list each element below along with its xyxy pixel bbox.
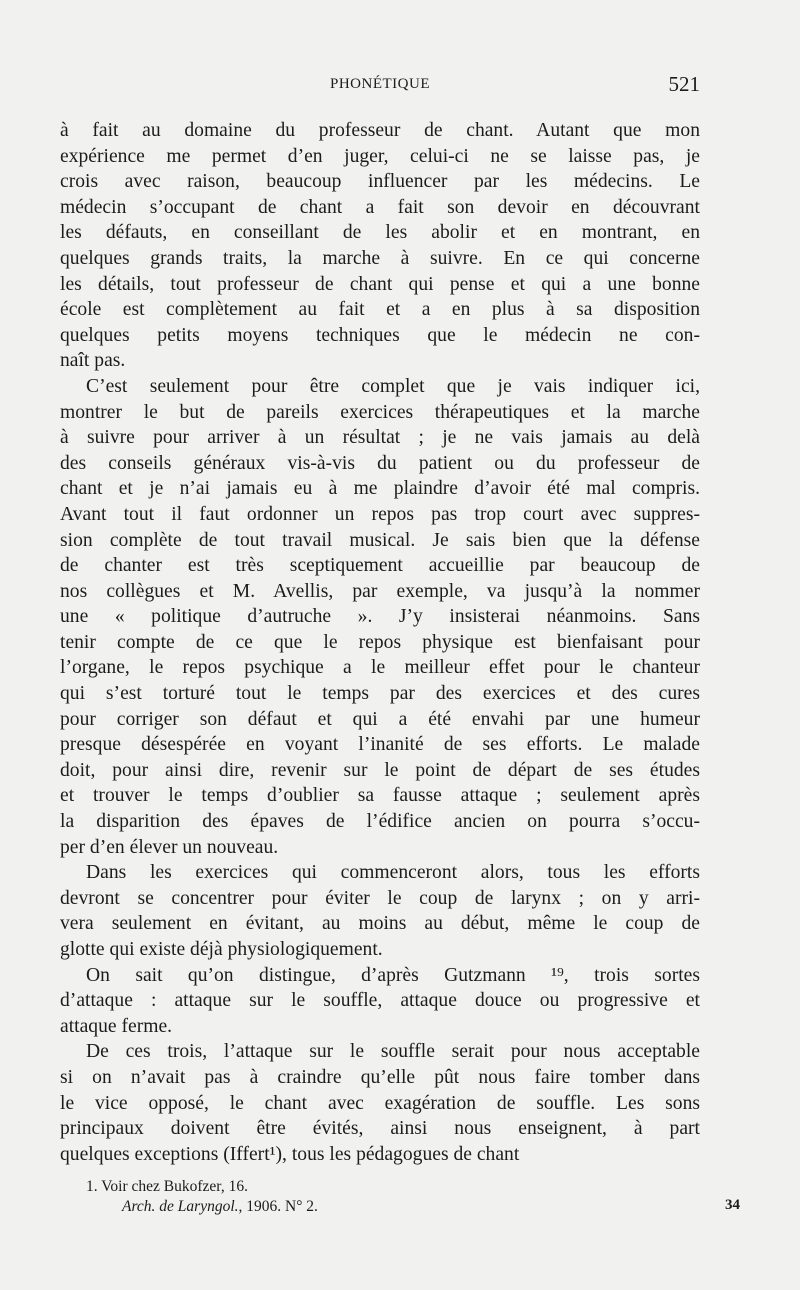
paragraph [60,860,700,962]
text-line: glotte qui existe déjà physiologiquement. [60,939,383,960]
text-line: Avant tout il faut ordonner un repos pas trop court avec suppres- [60,503,700,525]
text-line: C’est seulement pour être complet que je vais indiquer ici, [86,375,700,397]
text-line: à fait au domaine du professeur de chant. Autant que mon [60,120,700,141]
text-line: On sait qu’on distingue, d’après Gutzmann ¹⁹, trois sortes [86,964,700,986]
text-line: naît pas. [60,350,126,372]
text-line: et trouver le temps d’oublier sa fausse attaque ; seulement après [60,785,700,807]
footnotes [60,1177,700,1217]
paragraph [60,1039,700,1167]
page-header [60,72,700,100]
text-line: l’organe, le repos psychique a le meilleur effet pour le chanteur [60,657,700,679]
text-line: les détails, tout professeur de chant qui pense et qui a une bonne [60,273,700,295]
paragraph [60,374,700,860]
body-text [60,118,700,1167]
running-head: PHONÉTIQUE [330,76,430,92]
text-line: attaque ferme. [60,1015,173,1037]
text-line: quelques petits moyens techniques que le médecin ne con- [60,324,700,346]
text-line: pour corriger son défaut et qui a été envahi par une humeur [60,708,700,730]
text-line: principaux doivent être évités, ainsi nous enseignent, à part [60,1118,700,1140]
text-line: vera seulement en évitant, au moins au début, même le coup de [60,913,700,935]
paragraph [60,118,700,374]
text-line: devront se concentrer pour éviter le coup de larynx ; on y arri- [60,887,700,909]
page-number: 521 [668,72,700,96]
text-line: de chanter est très sceptiquement accueillie par beaucoup de [60,555,700,577]
text-line: chant et je n’ai jamais eu à me plaindre d’avoir été mal compris. [60,478,700,500]
footnote-2 [60,1197,700,1217]
text-line: quelques exceptions (Iffert¹), tous les pédagogues de chant [60,1143,520,1165]
text-line: expérience me permet d’en juger, celui-ci ne se laisse pas, je [60,145,700,167]
text-line: nos collègues et M. Avellis, par exemple, va jusqu’à la nommer [60,580,700,602]
text-line: des conseils généraux vis-à-vis du patient ou du professeur de [60,452,700,474]
text-line: le vice opposé, le chant avec exagération de souffle. Les sons [60,1092,700,1114]
text-line: tenir compte de ce que le repos physique est bienfaisant pour [60,631,700,653]
text-line: doit, pour ainsi dire, revenir sur le point de départ de ses études [60,759,700,781]
text-line: crois avec raison, beaucoup influencer par les médecins. Le [60,171,700,193]
text-line: si on n’avait pas à craindre qu’elle pût nous faire tomber dans [60,1066,700,1088]
text-line: à suivre pour arriver à un résultat ; je ne vais jamais au delà [60,427,700,449]
footnote-2-journal: Arch. de Laryngol. [122,1198,239,1215]
text-line: d’attaque : attaque sur le souffle, attaque douce ou progressive et [60,990,700,1012]
text-line: De ces trois, l’attaque sur le souffle serait pour nous acceptable [86,1041,700,1063]
text-line: presque désespérée en voyant l’inanité de ses efforts. Le malade [60,734,700,756]
text-line: sion complète de tout travail musical. Je sais bien que la défense [60,529,700,551]
text-line: la disparition des épaves de l’édifice ancien on pourra s’occu- [60,811,700,833]
text-line: qui s’est torturé tout le temps par des exercices et des cures [60,683,700,705]
text-line: médecin s’occupant de chant a fait son devoir en découvrant [60,196,700,218]
text-line: quelques grands traits, la marche à suivre. En ce qui concerne [60,247,700,269]
printer-signature: 34 [725,1197,740,1213]
paragraph [60,963,700,1040]
footnote-2-rest: , 1906. N° 2. [238,1198,318,1215]
text-line: montrer le but de pareils exercices thérapeutiques et la marche [60,401,700,423]
footnote-1: 1. Voir chez Bukofzer, 16. [86,1178,248,1195]
text-line: per d’en élever un nouveau. [60,836,279,858]
text-line: les défauts, en conseillant de les abolir et en montrant, en [60,222,700,244]
text-line: une « politique d’autruche ». J’y insisterai néanmoins. Sans [60,606,700,628]
text-line: Dans les exercices qui commenceront alors, tous les efforts [86,862,700,884]
text-line: école est complètement au fait et a en plus à sa disposition [60,299,700,321]
